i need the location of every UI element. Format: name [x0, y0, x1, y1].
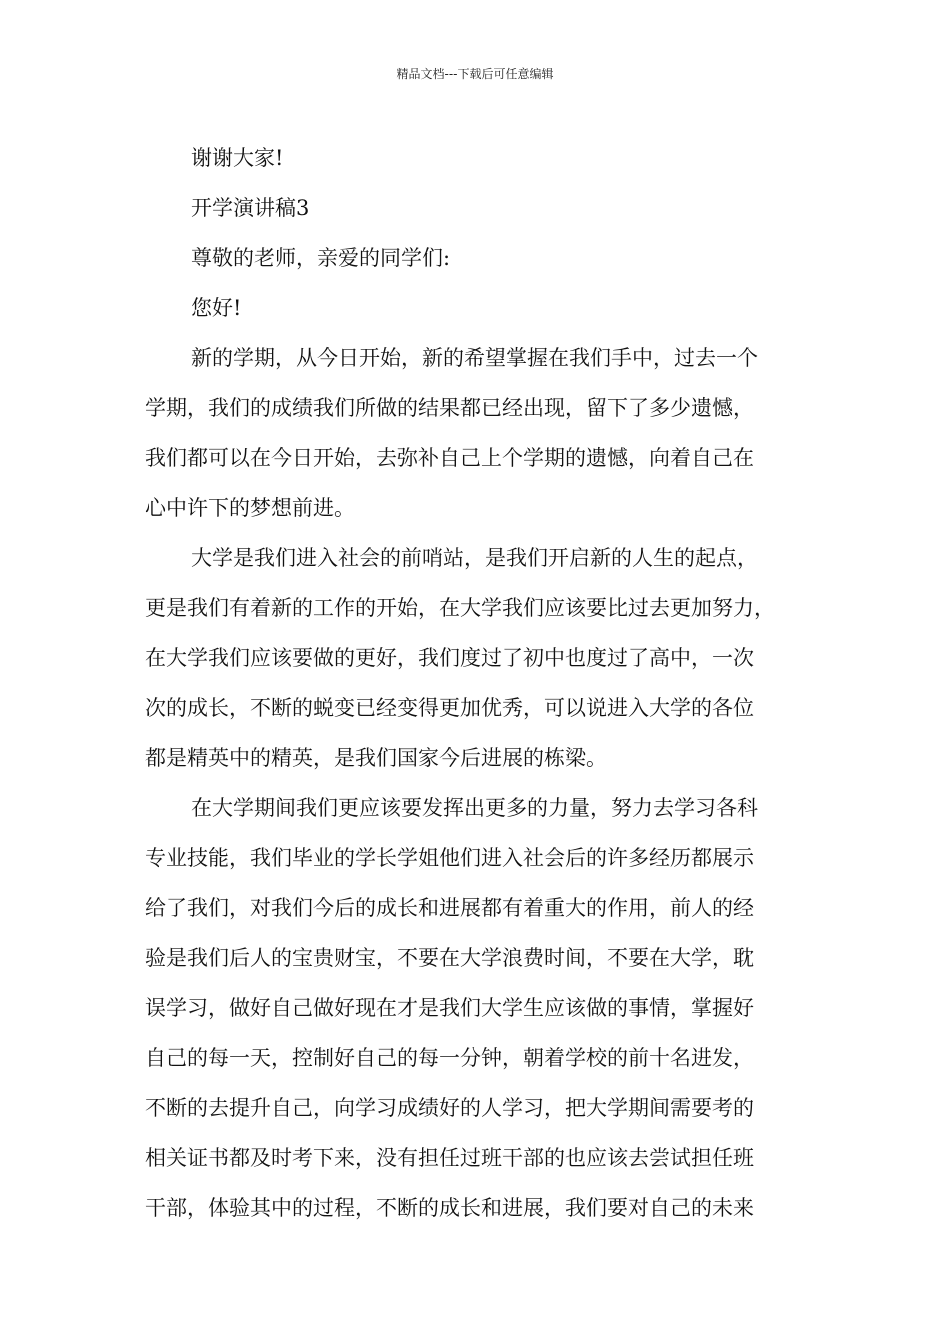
text-line: 新的学期，从今日开始，新的希望掌握在我们手中，过去一个 — [191, 346, 758, 370]
text-line: 尊敬的老师，亲爱的同学们: — [191, 246, 451, 270]
text-line: 心中许下的梦想前进。 — [145, 496, 355, 520]
text-line: 大学是我们进入社会的前哨站，是我们开启新的人生的起点， — [191, 546, 758, 570]
text-line: 干部，体验其中的过程，不断的成长和进展，我们要对自己的未来 — [145, 1196, 754, 1220]
text-line: 开学演讲稿3 — [191, 196, 310, 220]
text-line: 谢谢大家! — [191, 146, 284, 170]
text-line: 自己的每一天，控制好自己的每一分钟，朝着学校的前十名进发， — [145, 1046, 754, 1070]
text-line: 学期，我们的成绩我们所做的结果都已经出现，留下了多少遗憾， — [145, 396, 754, 420]
text-line: 专业技能，我们毕业的学长学姐他们进入社会后的许多经历都展示 — [145, 846, 754, 870]
text-line: 误学习，做好自己做好现在才是我们大学生应该做的事情，掌握好 — [145, 996, 754, 1020]
text-line: 给了我们，对我们今后的成长和进展都有着重大的作用，前人的经 — [145, 896, 754, 920]
document-body — [145, 133, 825, 1233]
text-line: 我们都可以在今日开始，去弥补自己上个学期的遗憾，向着自己在 — [145, 446, 754, 470]
text-line: 不断的去提升自己，向学习成绩好的人学习，把大学期间需要考的 — [145, 1096, 754, 1120]
text-line: 在大学我们应该要做的更好，我们度过了初中也度过了高中，一次 — [145, 646, 754, 670]
page-header: 精品文档---下载后可任意编辑 — [396, 67, 554, 81]
text-line: 在大学期间我们更应该要发挥出更多的力量，努力去学习各科 — [191, 796, 758, 820]
text-line: 都是精英中的精英，是我们国家今后进展的栋梁。 — [145, 746, 607, 770]
text-line: 您好! — [191, 296, 242, 320]
text-line: 次的成长，不断的蜕变已经变得更加优秀，可以说进入大学的各位 — [145, 696, 754, 720]
text-line: 验是我们后人的宝贵财宝，不要在大学浪费时间，不要在大学，耽 — [145, 946, 754, 970]
text-line: 相关证书都及时考下来，没有担任过班干部的也应该去尝试担任班 — [145, 1146, 754, 1170]
text-line: 更是我们有着新的工作的开始，在大学我们应该要比过去更加努力， — [145, 596, 775, 620]
